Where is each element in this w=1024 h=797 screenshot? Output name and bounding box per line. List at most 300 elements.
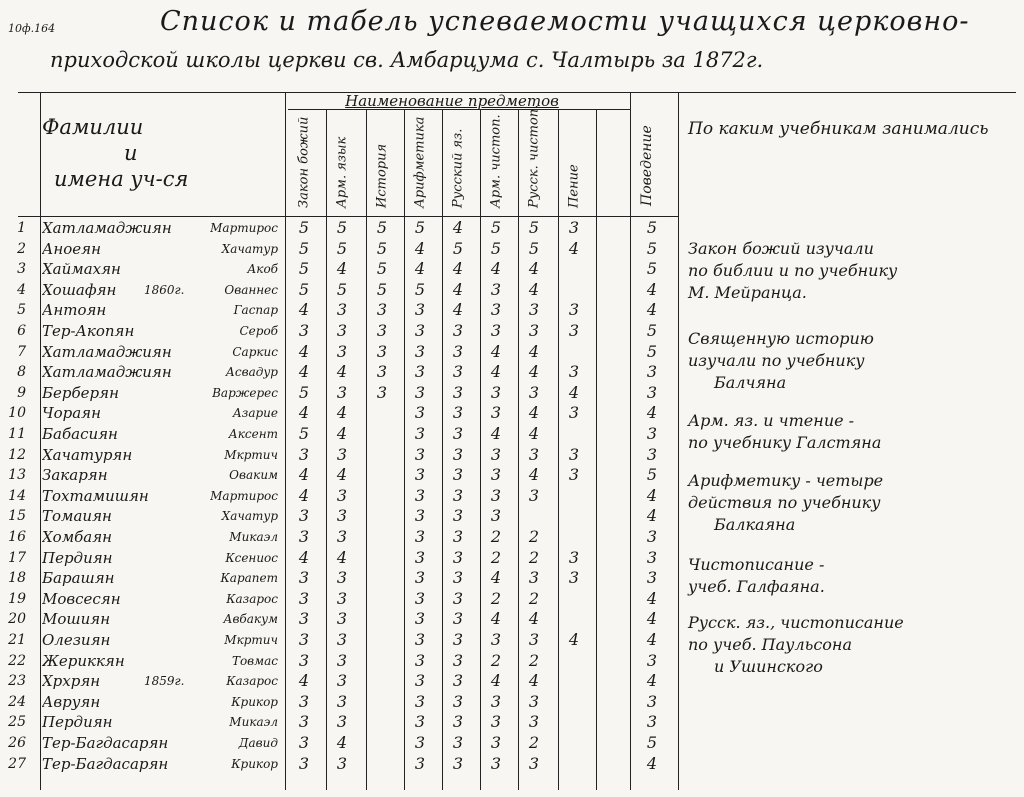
student-given-name: Гаспар	[233, 303, 278, 318]
table-row	[8, 568, 678, 589]
grade-cell: 4	[298, 362, 310, 382]
grade-cell: 4	[298, 341, 310, 361]
grade-cell: 3	[490, 733, 502, 752]
grade-cell	[558, 754, 590, 774]
grade-cell: 3	[336, 671, 348, 691]
grade-cell: 3	[336, 691, 348, 711]
grade-cell: 3	[452, 527, 464, 546]
behavior-grade: 5	[646, 259, 658, 279]
grade-cell: 3	[568, 362, 580, 382]
subject-header-text: Арм. язык	[334, 136, 350, 208]
grade-cell: 5	[414, 279, 426, 299]
grade-cell: 4	[336, 403, 348, 423]
grade-cell: 3	[376, 382, 388, 402]
textbook-note-line: по библии и по учебнику	[688, 261, 898, 280]
textbook-note-line: Балчяна	[714, 373, 787, 392]
grade-cell: 4	[414, 259, 426, 279]
grade-cell: 2	[528, 588, 540, 608]
grade-cell: 3	[336, 341, 348, 361]
student-surname: Хаймахян	[42, 260, 121, 279]
behavior-grade: 3	[646, 650, 658, 670]
grade-cell: 3	[298, 753, 310, 773]
textbook-note-line: Арм. яз. и чтение -	[688, 411, 855, 430]
textbook-note	[688, 328, 1008, 394]
student-surname: Мошиян	[42, 610, 111, 629]
grade-cell: 3	[414, 424, 426, 443]
grade-cell: 3	[298, 506, 310, 526]
student-surname: Чораян	[42, 404, 101, 423]
textbook-note-line: учеб. Галфаяна.	[688, 577, 825, 596]
grade-cell: 3	[452, 424, 464, 443]
table-row	[18, 383, 678, 404]
grade-cell: 3	[336, 753, 348, 773]
grade-cell: 3	[414, 382, 426, 402]
grade-cell: 3	[414, 733, 426, 752]
student-given-name: Хачатур	[221, 241, 278, 256]
student-surname: Аноеян	[42, 239, 101, 258]
grade-cell: 5	[376, 218, 388, 237]
subject-header-text: Русский яз.	[450, 128, 466, 208]
row-number: 3	[17, 261, 26, 278]
grade-cell: 3	[414, 568, 426, 588]
grade-cell: 3	[298, 321, 310, 340]
grade-cell: 4	[528, 259, 540, 279]
grade-cell: 3	[528, 630, 540, 649]
grade-cell: 3	[452, 403, 464, 423]
grade-cell	[366, 465, 398, 485]
grade-cell: 3	[414, 362, 426, 382]
behavior-grade: 4	[646, 506, 658, 526]
student-surname: Берберян	[42, 383, 119, 402]
table-row	[18, 259, 678, 280]
row-number: 4	[17, 281, 26, 298]
grade-cell	[366, 630, 398, 650]
grade-cell	[558, 589, 590, 609]
row-number: 25	[8, 714, 26, 731]
grade-cell: 4	[568, 238, 580, 258]
grade-cell	[366, 486, 398, 506]
grade-cell: 3	[452, 691, 464, 711]
behavior-grade: 3	[646, 362, 658, 382]
row-number: 20	[8, 611, 26, 628]
grade-cell: 3	[568, 300, 580, 320]
student-surname: Тер-Багдасарян	[42, 734, 169, 752]
name-header-line-1: Фамилии	[42, 115, 144, 139]
table-row	[8, 733, 678, 754]
grade-cell	[366, 692, 398, 712]
grade-cell: 3	[528, 712, 540, 732]
subject-header	[404, 108, 436, 214]
textbook-note	[688, 470, 1008, 536]
grade-cell: 3	[452, 609, 464, 629]
grade-cell: 3	[490, 279, 502, 299]
student-given-name: Давид	[238, 736, 278, 750]
grade-cell: 3	[490, 300, 502, 320]
grade-cell: 3	[376, 362, 388, 382]
grade-cell	[366, 754, 398, 774]
grade-cell: 5	[298, 279, 310, 299]
grade-cell	[558, 342, 590, 362]
student-given-name: Казарос	[226, 674, 278, 689]
student-surname: Тохтамишян	[42, 486, 149, 505]
grade-cell: 3	[336, 630, 348, 649]
grade-cell: 4	[452, 259, 464, 279]
birth-year-note: 1859г.	[144, 674, 185, 689]
grade-cell: 4	[298, 465, 310, 485]
grade-cell: 3	[490, 382, 502, 402]
grade-cell: 3	[452, 733, 464, 752]
behavior-grade: 5	[646, 341, 658, 361]
grade-cell: 5	[298, 424, 310, 443]
behavior-grade: 5	[646, 238, 658, 258]
subject-header-text: История	[374, 143, 390, 208]
textbook-note-line: и Ушинского	[714, 657, 823, 676]
subject-header	[558, 108, 590, 214]
row-number: 26	[8, 735, 26, 751]
grade-cell: 3	[568, 568, 580, 588]
grade-cell: 3	[336, 712, 348, 732]
grade-cell: 5	[336, 238, 348, 258]
grade-cell: 3	[452, 485, 464, 505]
subject-header	[442, 108, 474, 214]
subject-header-text: Русск. чистоп.	[526, 104, 542, 208]
table-row	[18, 321, 678, 342]
grade-cell: 3	[376, 300, 388, 320]
grade-cell: 3	[336, 382, 348, 402]
student-surname: Хошафян	[42, 280, 117, 299]
row-number: 21	[8, 632, 26, 648]
textbook-note-line: Священную историю	[688, 329, 874, 348]
grade-cell: 2	[528, 527, 540, 546]
grade-cell: 3	[414, 588, 426, 608]
student-given-name: Казарос	[226, 591, 278, 606]
subject-header	[366, 108, 398, 214]
student-surname: Хомбаян	[42, 528, 113, 546]
grade-cell: 3	[490, 506, 502, 526]
grade-cell: 3	[490, 403, 502, 423]
student-given-name: Варжерес	[212, 385, 278, 400]
grade-cell	[366, 589, 398, 609]
grade-cell: 3	[568, 321, 580, 340]
student-given-name: Сероб	[239, 324, 278, 338]
grade-cell: 3	[452, 547, 464, 567]
grade-cell	[366, 671, 398, 691]
student-given-name: Мкртич	[224, 447, 278, 462]
behavior-grade: 3	[646, 691, 658, 711]
grade-cell	[366, 548, 398, 568]
grade-cell: 5	[376, 238, 388, 258]
textbook-note-line: Закон божий изучали	[688, 239, 874, 258]
row-number: 8	[17, 364, 26, 381]
student-given-name: Ованнес	[224, 282, 278, 297]
grade-cell: 2	[490, 650, 502, 670]
student-given-name: Карапет	[220, 571, 278, 586]
table-row	[18, 342, 678, 363]
grade-cell: 4	[490, 362, 502, 382]
table-row	[18, 300, 678, 321]
grade-cell: 3	[452, 382, 464, 402]
row-number: 16	[8, 529, 26, 545]
grade-cell: 3	[414, 753, 426, 773]
table-row	[8, 588, 678, 610]
subject-header	[326, 108, 358, 214]
behavior-grade: 5	[646, 218, 658, 237]
grade-cell: 4	[336, 424, 348, 443]
row-number: 6	[17, 323, 26, 339]
student-surname: Хатламаджиян	[42, 219, 172, 237]
grade-cell: 4	[298, 300, 310, 320]
student-given-name: Ксениос	[225, 550, 278, 565]
grade-cell: 2	[528, 547, 540, 567]
student-given-name: Акоб	[247, 262, 278, 277]
grade-cell: 3	[336, 321, 348, 340]
student-surname: Хатламаджиян	[42, 342, 172, 361]
row-number: 23	[8, 673, 26, 690]
row-number: 17	[8, 549, 26, 566]
behavior-grade: 3	[646, 568, 658, 588]
behavior-grade: 4	[646, 403, 658, 423]
grade-cell: 2	[490, 588, 502, 608]
table-row	[18, 362, 678, 383]
grade-cell: 3	[414, 485, 426, 505]
row-number: 5	[17, 302, 26, 319]
behavior-header	[621, 98, 673, 216]
grade-cell: 5	[490, 218, 502, 237]
grade-cell: 4	[298, 485, 310, 505]
row-number: 13	[8, 467, 26, 484]
table-row	[8, 630, 678, 651]
table-row	[8, 465, 678, 486]
grade-cell: 2	[528, 733, 540, 752]
grade-cell	[366, 733, 398, 753]
grade-cell: 3	[376, 321, 388, 340]
subject-header-text: Пение	[566, 164, 582, 208]
row-number: 2	[17, 240, 26, 257]
behavior-header-text: Поведение	[639, 125, 655, 206]
grade-cell: 3	[568, 465, 580, 485]
grade-cell: 4	[490, 424, 502, 443]
grade-cell	[366, 568, 398, 588]
row-number: 22	[8, 652, 26, 669]
grade-cell: 3	[568, 547, 580, 567]
grade-cell: 3	[452, 341, 464, 361]
grade-cell: 3	[298, 609, 310, 629]
grade-cell: 4	[528, 465, 540, 485]
student-given-name: Микаэл	[229, 715, 278, 730]
grade-cell: 5	[414, 218, 426, 237]
table-row	[18, 280, 678, 301]
table-row	[8, 527, 678, 548]
table-row	[8, 609, 678, 630]
grade-cell: 3	[568, 444, 580, 464]
textbook-note-line: действия по учебнику	[688, 493, 881, 512]
grade-cell: 3	[298, 568, 310, 588]
grade-cell: 4	[490, 259, 502, 279]
grade-cell	[558, 712, 590, 732]
grade-cell: 3	[298, 650, 310, 670]
grade-cell: 4	[528, 279, 540, 299]
subject-header	[518, 104, 550, 214]
grade-cell: 4	[528, 341, 540, 361]
grade-cell: 3	[336, 588, 348, 608]
grade-cell: 5	[376, 279, 388, 299]
row-number: 27	[8, 755, 26, 772]
behavior-grade: 4	[646, 630, 658, 649]
grade-cell: 3	[528, 444, 540, 464]
grade-cell: 5	[336, 218, 348, 237]
behavior-grade: 3	[646, 527, 658, 546]
student-given-name: Аксент	[228, 427, 278, 441]
grade-cell: 3	[452, 588, 464, 608]
grade-cell: 3	[490, 691, 502, 711]
grade-cell: 5	[298, 218, 310, 237]
grade-cell	[366, 424, 398, 444]
grade-cell: 3	[568, 218, 580, 237]
grade-cell	[366, 445, 398, 465]
row-number: 14	[8, 487, 26, 504]
grade-cell: 3	[528, 321, 540, 340]
behavior-grade: 3	[646, 424, 658, 443]
grade-cell: 3	[298, 527, 310, 546]
grade-cell	[366, 651, 398, 671]
grade-cell	[366, 527, 398, 547]
student-given-name: Асвадур	[225, 365, 278, 380]
grade-cell: 3	[414, 671, 426, 691]
grade-cell	[558, 424, 590, 444]
table-row	[8, 650, 678, 672]
grade-cell: 2	[490, 547, 502, 567]
grade-cell: 3	[528, 691, 540, 711]
row-number: 15	[8, 508, 26, 525]
grade-cell	[518, 506, 550, 526]
grade-cell: 4	[336, 733, 348, 752]
student-surname: Бабасиян	[42, 425, 118, 443]
grade-cell: 4	[490, 568, 502, 588]
row-number: 24	[8, 693, 26, 710]
grade-cell: 3	[528, 300, 540, 320]
student-surname: Олезиян	[42, 631, 111, 649]
row-number: 19	[8, 590, 26, 607]
student-surname: Антоян	[42, 301, 107, 320]
grade-cell: 5	[298, 259, 310, 279]
row-number: 7	[17, 343, 26, 360]
grade-cell: 3	[452, 630, 464, 649]
row-number: 11	[8, 426, 26, 442]
behavior-grade: 5	[646, 733, 658, 752]
student-surname: Тер-Акопян	[42, 322, 135, 340]
name-header-line-3: имена уч-ся	[54, 167, 189, 191]
grade-cell: 3	[336, 650, 348, 670]
textbook-note	[688, 612, 1008, 678]
student-given-name: Саркис	[232, 344, 278, 359]
grade-cell	[558, 486, 590, 506]
grade-cell: 3	[490, 630, 502, 649]
subject-header	[288, 108, 320, 214]
grade-cell: 3	[414, 321, 426, 340]
grade-cell: 3	[298, 691, 310, 711]
behavior-grade: 4	[646, 485, 658, 505]
grade-cell: 3	[452, 712, 464, 732]
table-row	[8, 485, 678, 507]
grade-cell: 3	[528, 485, 540, 505]
student-surname: Пердиян	[42, 713, 113, 732]
grade-cell: 3	[490, 465, 502, 485]
grade-cell: 3	[452, 506, 464, 526]
document-title-line-1: Список и табель успеваемости учащихся церковно-	[160, 6, 970, 37]
textbook-note-line: по учеб. Паульсона	[688, 635, 853, 654]
header-bottom-rule	[18, 216, 678, 217]
grade-cell: 3	[298, 630, 310, 649]
table-row	[8, 424, 678, 445]
student-given-name: Крикор	[231, 756, 278, 771]
grade-cell: 5	[336, 279, 348, 299]
student-surname: Хачатурян	[42, 445, 133, 464]
grade-cell: 3	[452, 671, 464, 691]
table-row	[8, 671, 678, 692]
textbooks-column-rule	[678, 92, 679, 790]
table-row	[8, 691, 678, 713]
grade-cell: 5	[490, 238, 502, 258]
grade-cell: 3	[490, 485, 502, 505]
student-given-name: Оваким	[229, 468, 278, 483]
student-given-name: Товмас	[231, 653, 278, 668]
grade-cell: 3	[414, 630, 426, 649]
grade-cell: 3	[414, 465, 426, 485]
student-surname: Закарян	[42, 466, 108, 485]
grade-cell: 3	[414, 341, 426, 361]
grade-cell	[366, 506, 398, 526]
grade-cell: 4	[568, 382, 580, 402]
student-surname: Пердиян	[42, 548, 113, 567]
grade-cell: 3	[568, 403, 580, 423]
grade-cell: 4	[336, 547, 348, 567]
textbook-note	[688, 238, 1008, 304]
textbook-note-line: Балкаяна	[714, 515, 796, 534]
grade-cell: 3	[336, 609, 348, 629]
grade-cell: 4	[298, 403, 310, 423]
grade-cell: 3	[490, 712, 502, 732]
grade-cell	[558, 259, 590, 279]
student-surname: Хатламаджиян	[42, 363, 172, 382]
row-number: 18	[8, 570, 26, 587]
grade-cell: 3	[490, 753, 502, 773]
grade-cell: 4	[452, 279, 464, 299]
grade-cell: 3	[414, 650, 426, 670]
student-given-name: Хачатур	[221, 509, 278, 524]
behavior-grade: 5	[646, 321, 658, 340]
grade-cell: 5	[528, 238, 540, 258]
table-row	[8, 753, 678, 775]
grade-cell: 4	[528, 403, 540, 423]
textbook-note-line: Чистописание -	[688, 555, 825, 574]
archive-margin-note: 10ф.164	[8, 22, 56, 35]
grade-cell	[558, 280, 590, 300]
grade-cell: 3	[336, 300, 348, 320]
grade-cell: 3	[452, 465, 464, 485]
grade-cell	[366, 403, 398, 423]
grade-cell: 4	[490, 341, 502, 361]
behavior-grade: 4	[646, 753, 658, 773]
grade-cell: 4	[298, 671, 310, 691]
grade-cell: 4	[452, 218, 464, 237]
table-row	[8, 506, 678, 527]
grade-cell: 4	[528, 609, 540, 629]
student-surname: Тер-Багдасарян	[42, 754, 169, 773]
grade-cell	[558, 671, 590, 691]
grade-cell: 5	[376, 259, 388, 279]
grade-cell: 5	[298, 238, 310, 258]
grade-cell	[366, 609, 398, 629]
